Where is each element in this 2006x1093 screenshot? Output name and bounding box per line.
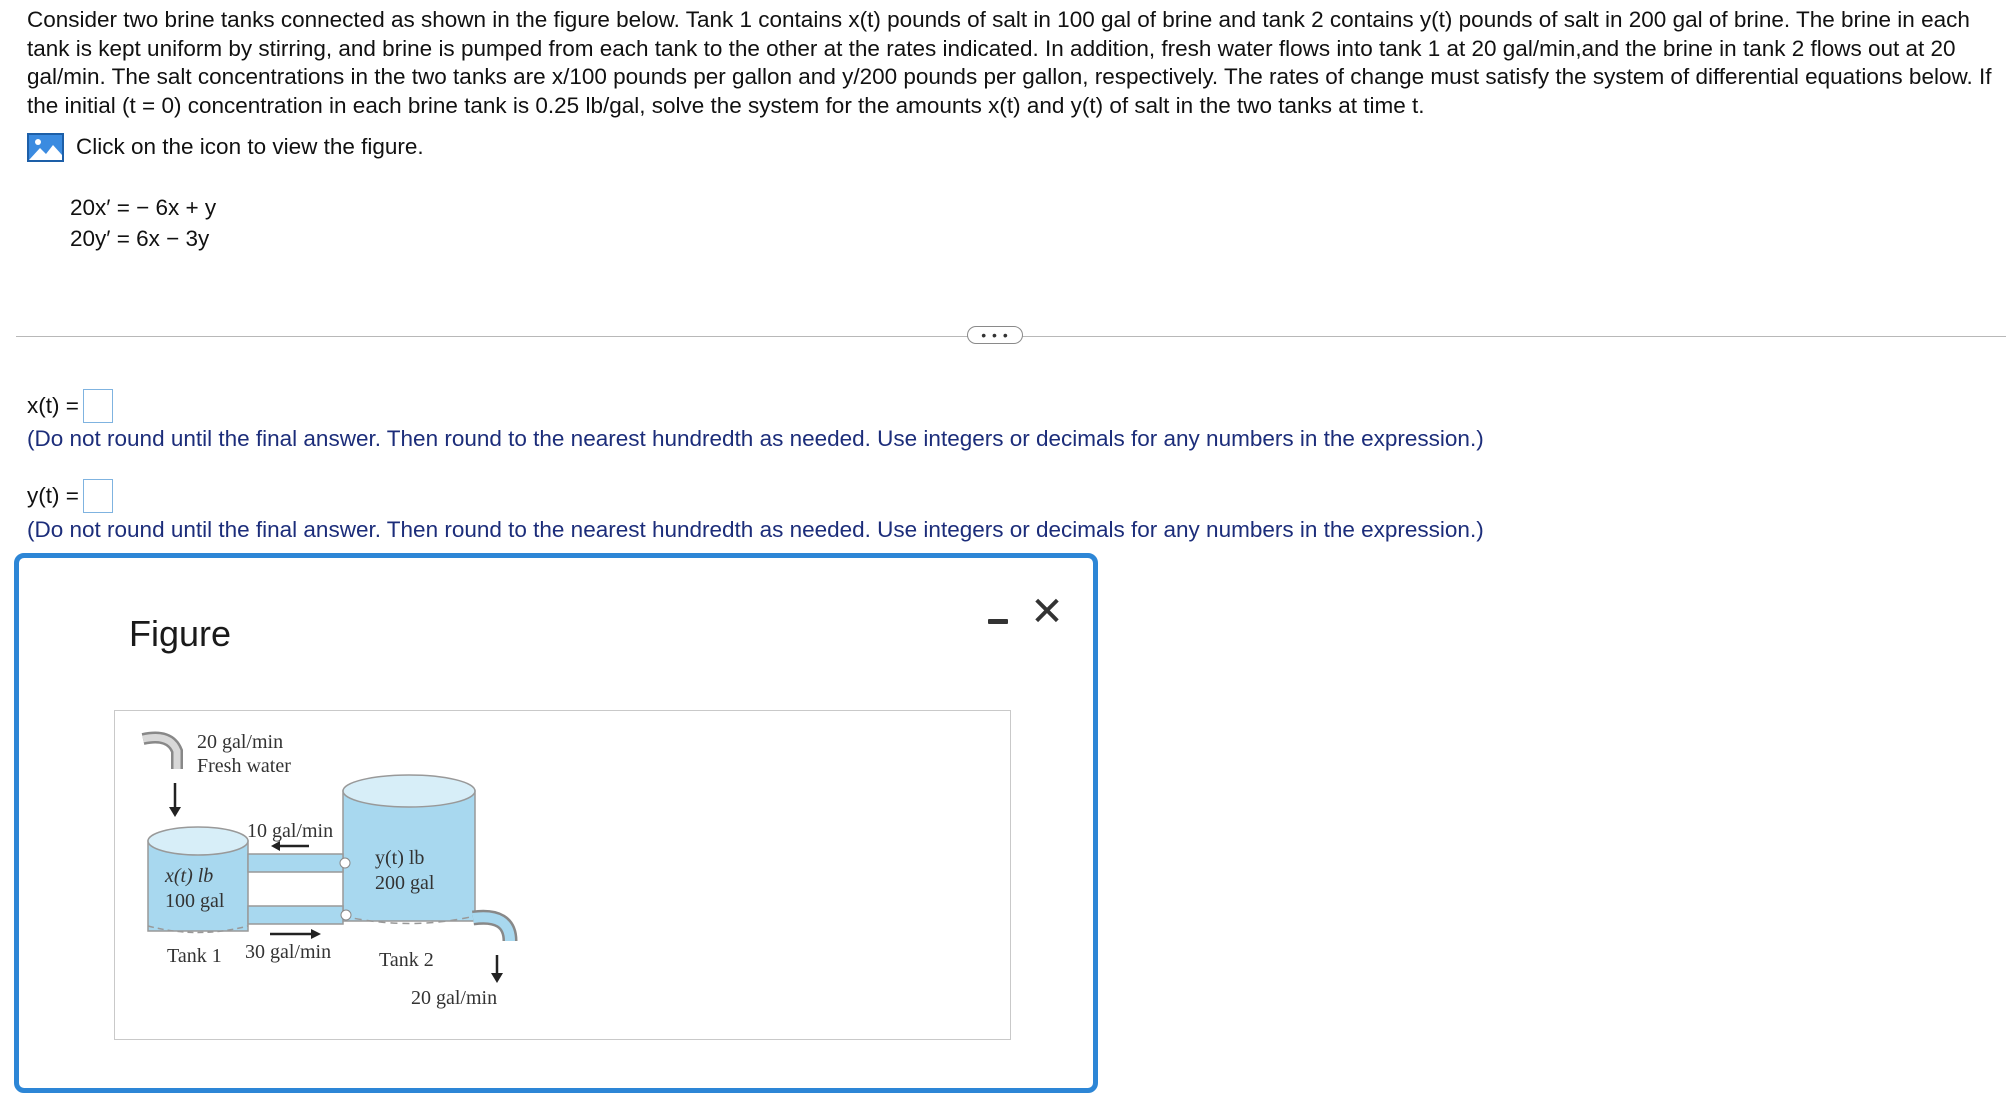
answer-y-label: y(t) = (27, 483, 79, 508)
inflow-arrow (169, 783, 181, 817)
inflow-desc-label: Fresh water (197, 755, 291, 777)
answer-y-input[interactable] (83, 479, 113, 513)
image-icon[interactable] (27, 133, 64, 162)
equation-system (70, 192, 216, 254)
figure-panel (14, 553, 1098, 1093)
tank-1-volume-label: 100 gal (165, 890, 225, 912)
tank-1-salt-label: x(t) lb (165, 865, 214, 887)
close-icon[interactable]: ✕ (1030, 590, 1064, 634)
figure-panel-title: Figure (129, 613, 232, 654)
tank-2-name-label: Tank 2 (379, 949, 434, 971)
pipe-top-rate-label: 10 gal/min (247, 820, 334, 842)
tank-2-salt-label: y(t) lb (375, 847, 425, 869)
connecting-pipe-top (248, 854, 350, 872)
outflow-rate-label: 20 gal/min (411, 987, 498, 1009)
tank-1-name-label: Tank 1 (167, 945, 222, 967)
pipe-bottom-rate-label: 30 gal/min (245, 941, 332, 963)
outflow-arrow (491, 955, 503, 983)
problem-statement: Consider two brine tanks connected as shown in the figure below. Tank 1 contains x(t) pounds of salt in 100 gal of brine and tank 2 contains y(t) pounds of salt in 200 gal of brine. The brine in each tank is kept uniform by stirring, and brine is pumped from each tank to the other at the rates indicated. In addition, fresh water flows into tank 1 at 20 gal/min,and the brine in tank 2 flows out at 20 gal/min. The salt concentrations in the two tanks are x/100 pounds per gallon and y/200 pounds per gallon, respectively. The rates of change must satisfy the system of differential equations below. If the initial (t = 0) concentration in each brine tank is 0.25 lb/gal, solve the system for the amounts x(t) and y(t) of salt in the two tanks at time t. (27, 7, 1992, 118)
connecting-pipe-bottom (248, 906, 351, 924)
outflow-pipe (473, 917, 510, 941)
brine-tank-figure (114, 710, 1011, 1040)
minimize-icon[interactable] (981, 598, 1015, 632)
pipe-top-arrow (271, 841, 309, 851)
answer-y-row (27, 479, 113, 513)
figure-link[interactable] (27, 130, 424, 164)
pipe-bottom-arrow (270, 929, 321, 939)
equation-1: 20x′ = − 6x + y (70, 195, 217, 220)
answer-y-instruction: (Do not round until the final answer. Then round to the nearest hundredth as needed. Use integers or decimals for any numbers in the expression.) (27, 517, 1484, 542)
answer-x-label: x(t) = (27, 393, 79, 418)
answer-x-input[interactable] (83, 389, 113, 423)
expand-more-button[interactable]: • • • (967, 326, 1023, 344)
equation-2: 20y′ = 6x − 3y (70, 226, 210, 251)
inflow-rate-label: 20 gal/min (197, 731, 284, 753)
inflow-pipe (143, 738, 177, 770)
figure-link-text[interactable]: Click on the icon to view the figure. (76, 134, 424, 159)
tank-2-volume-label: 200 gal (375, 872, 435, 894)
answer-x-instruction: (Do not round until the final answer. Then round to the nearest hundredth as needed. Use integers or decimals for any numbers in the expression.) (27, 426, 1484, 451)
answer-x-row (27, 389, 113, 423)
